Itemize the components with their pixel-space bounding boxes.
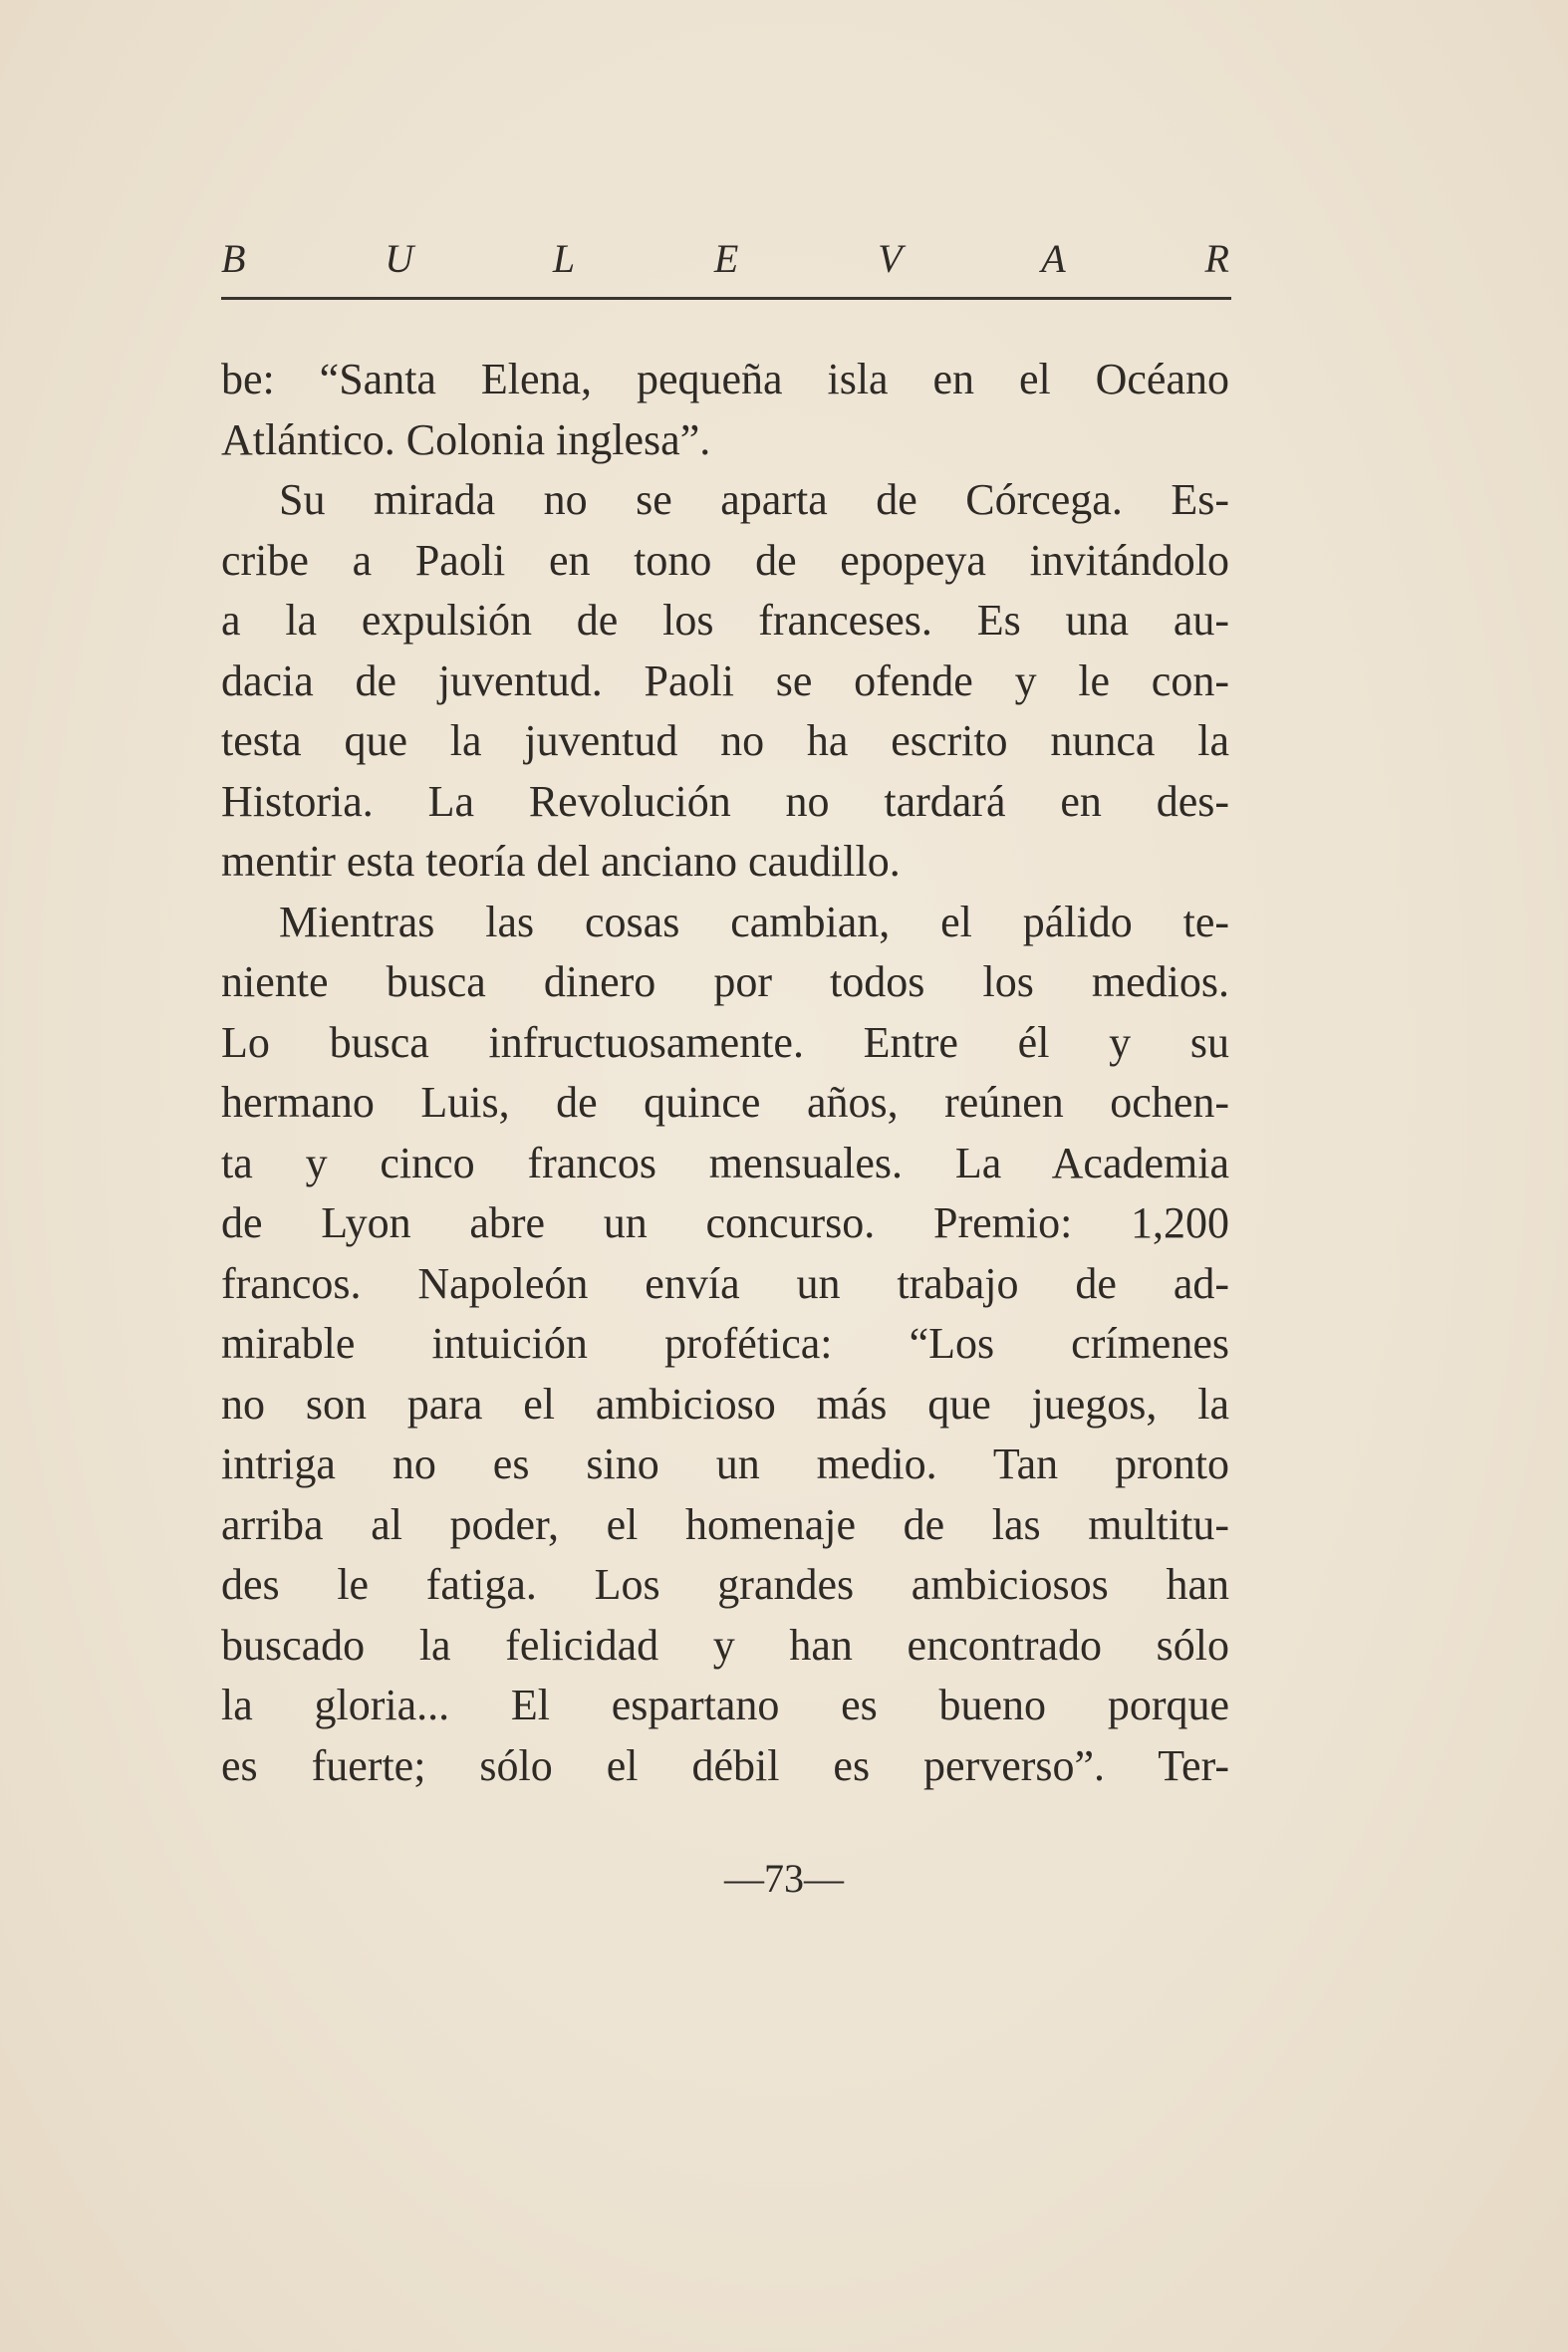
text-line: intriga no es sino un medio. Tan pronto xyxy=(221,1439,1229,1488)
text-line: hermano Luis, de quince años, reúnen ochen- xyxy=(221,1078,1229,1127)
body-text xyxy=(221,350,1229,1796)
page-number: —73— xyxy=(724,1856,844,1901)
text-line: la gloria... El espartano es bueno porque xyxy=(221,1681,1229,1729)
running-head-letter: V xyxy=(878,236,903,281)
text-line: Historia. La Revolución no tardará en des- xyxy=(221,776,1229,826)
running-head-letter: U xyxy=(385,236,414,281)
text-line: cribe a Paoli en tono de epopeya invitándolo xyxy=(221,535,1229,585)
text-line: ta y cinco francos mensuales. La Academia xyxy=(221,1138,1229,1187)
running-head-letter: L xyxy=(552,236,576,281)
text-line: Lo busca infructuosamente. Entre él y su xyxy=(221,1017,1229,1067)
text-line: mentir esta teoría del anciano caudillo. xyxy=(221,837,901,886)
text-line: Atlántico. Colonia inglesa”. xyxy=(221,414,711,464)
running-head-letter: E xyxy=(713,236,739,281)
text-line: de Lyon abre un concurso. Premio: 1,200 xyxy=(221,1198,1229,1247)
text-line: testa que la juventud no ha escrito nunca la xyxy=(221,716,1229,765)
running-head-letter: A xyxy=(1041,236,1066,281)
text-line: des le fatiga. Los grandes ambiciosos han xyxy=(221,1560,1229,1609)
running-head-letter: B xyxy=(221,236,246,281)
text-line: niente busca dinero por todos los medios. xyxy=(221,957,1229,1006)
text-line: es fuerte; sólo el débil es perverso”. Ter- xyxy=(221,1740,1229,1790)
text-line: dacia de juventud. Paoli se ofende y le con- xyxy=(221,655,1229,705)
text-line: Su mirada no se aparta de Córcega. Es- xyxy=(279,475,1229,524)
running-head xyxy=(221,235,1229,283)
text-line: buscado la felicidad y han encontrado sólo xyxy=(221,1620,1229,1670)
text-line: be: “Santa Elena, pequeña isla en el Océano xyxy=(221,355,1229,403)
text-line: no son para el ambicioso más que juegos, la xyxy=(221,1379,1229,1429)
text-line: mirable intuición profética: “Los crímenes xyxy=(221,1319,1229,1368)
text-line: Mientras las cosas cambian, el pálido te- xyxy=(279,897,1229,946)
running-head-letter: R xyxy=(1204,236,1229,281)
text-line: francos. Napoleón envía un trabajo de ad- xyxy=(221,1258,1229,1308)
text-line: a la expulsión de los franceses. Es una au- xyxy=(221,596,1229,645)
header-rule xyxy=(221,297,1231,300)
text-line: arriba al poder, el homenaje de las multitu- xyxy=(221,1499,1229,1549)
